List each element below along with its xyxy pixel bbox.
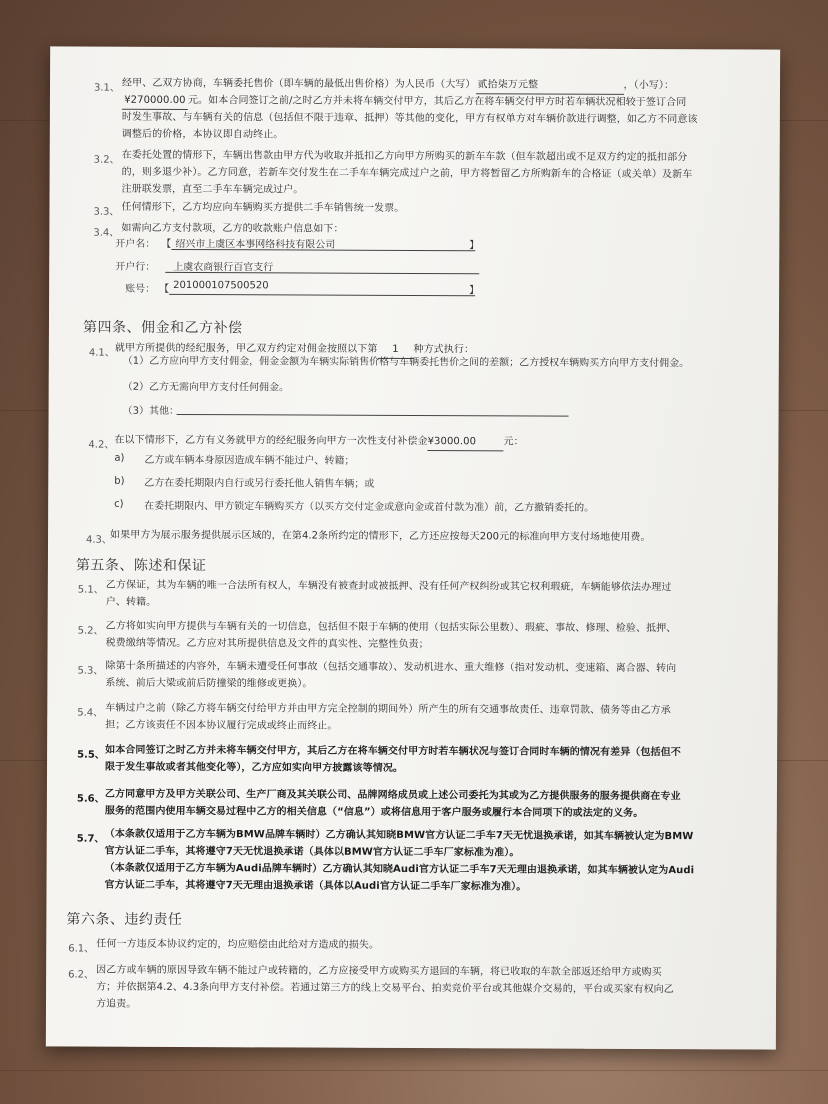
clause-4-1: 就甲方所提供的经纪服务，甲乙双方约定对佣金按照以下第 1 种方式执行： [115, 340, 474, 360]
clause-4-3: 如果甲方为展示服务提供展示区域的，在第4.2条所约定的情形下，乙方还应按每天200元的标准向甲方支付场地使用费。 [110, 529, 651, 544]
clause-5-3-line-2: 系统、前后大梁或前后防撞梁的维修或更换）。 [105, 677, 313, 690]
clause-5-2-line-1: 乙方将如实向甲方提供与车辆有关的一切信息，包括但不限于车辆的使用（包括实际公里数）、瑕疵、事故、修理、检验、抵押、 [105, 620, 677, 635]
account-holder-value: 绍兴市上虞区本事网络科技有限公司 [175, 238, 336, 251]
article-6-heading: 第六条、违约责任 [66, 911, 183, 928]
clause-number: 5.6、 [76, 793, 105, 805]
amount-in-words: 贰拾柒万元整 [475, 76, 623, 95]
bank-field [115, 255, 515, 277]
commission-option-2: （2）乙方无需向甲方支付任何佣金。 [122, 381, 290, 394]
commission-option-1: （1）乙方应向甲方支付佣金，佣金金额为车辆实际销售价格与车辆委托售价之间的差额；乙方授权车辆购买方向甲方支付佣金。 [122, 355, 690, 370]
clause-number: 3.2、 [93, 154, 120, 166]
clause-number: 5.5、 [77, 749, 105, 761]
commission-option-3: （3）其他： [122, 405, 179, 417]
clause-6-2-line-2: 方；并依据第4.2、4.3条向甲方支付补偿。若通过第三方的线上交易平台、拍卖竞价平台或其他媒介交易的，平台或买家有权向乙 [96, 981, 674, 996]
clause-number: 5.3、 [77, 665, 104, 677]
clause-5-7-line-3: （本条款仅适用于乙方车辆为Audi品牌车辆时）乙方确认其知晓Audi官方认证二手车7天无理由退换承诺，如其车辆被认定为Audi [104, 862, 695, 877]
clause-5-7-line-1: （本条款仅适用于乙方车辆为BMW品牌车辆时）乙方确认其知晓BMW官方认证二手车7天无忧退换承诺，如其车辆被认定为BMW [104, 828, 694, 843]
clause-5-6-line-2: 服务的范围内使用车辆交易过程中乙方的相关信息（“信息”）或将信息用于客户服务或履行本合同项下的或法定的义务。 [104, 805, 644, 820]
clause-3-1-line-2: ¥270000.00 元。如本合同签订之前/之时乙方并未将车辆交付甲方，其后乙方在将车辆交付甲方时若车辆状况相较于签订合同 [122, 92, 686, 112]
clause-number: 3.3、 [93, 206, 120, 218]
clause-3-4: 如需向乙方支付款项，乙方的收款账户信息如下： [121, 222, 344, 235]
bank-value: 上虞农商银行百官支行 [173, 261, 274, 274]
clause-number: 3.4、 [93, 227, 120, 239]
clause-5-3-line-1: 除第十条所描述的内容外，车辆未遭受任何事故（包括交通事故）、发动机进水、重大维修（指对发动机、变速箱、离合器、转向 [105, 660, 677, 675]
clause-number: 5.4、 [77, 707, 104, 719]
article-5-heading: 第五条、陈述和保证 [75, 557, 207, 575]
account-holder-field: 开户名： 【 绍兴市上虞区本事网络科技有限公司 】 [115, 233, 515, 255]
compensation-amount: ¥3000.00 [428, 433, 504, 451]
commission-option-choice: 1 [377, 341, 413, 359]
account-number-value: 201000107500520 [173, 279, 269, 292]
account-number-label: 账号： [125, 283, 156, 295]
amount-in-figures: ¥270000.00 [122, 92, 188, 110]
clause-5-6-line-1: 乙方同意甲方及甲方关联公司、生产厂商及其关联公司、品牌网络成员或上述公司委托为其或为乙方提供服务的服务提供商在专业 [104, 788, 681, 803]
clause-6-1: 任何一方违反本协议约定的，均应赔偿由此给对方造成的损失。 [96, 938, 380, 951]
account-holder-label: 开户名： [115, 238, 156, 250]
clause-6-2-line-1: 因乙方或车辆的原因导致车辆不能过户或转籍的，乙方应接受甲方或购买方退回的车辆，将已收取的车款全部返还给甲方或购买 [96, 964, 662, 979]
clause-number: 4.3、 [86, 534, 112, 546]
clause-number: 4.2、 [88, 439, 115, 451]
clause-5-1-line-2: 户、转籍。 [105, 596, 157, 608]
case-b-label: b) [114, 475, 125, 487]
case-a-text: 乙方或车辆本身原因造成车辆不能过户、转籍； [144, 454, 355, 467]
contract-page [46, 46, 780, 1049]
clause-5-5-line-1: 如本合同签订之时乙方并未将车辆交付甲方，其后乙方在将车辆交付甲方时若车辆状况与签订合同时车辆的情况有差异（包括但不 [105, 744, 681, 759]
clause-3-1-line-4: 调整后的价格，本协议即自动终止。 [121, 128, 284, 141]
case-b-text: 乙方在委托期限内自行或另行委托他人销售车辆；或 [144, 477, 375, 490]
bank-label: 开户行： [115, 261, 156, 273]
clause-number: 6.1、 [68, 943, 95, 955]
clause-5-1-line-1: 乙方保证，其为车辆的唯一合法所有权人，车辆没有被查封或被抵押、没有任何产权纠纷或其它权利瑕疵，车辆能够依法办理过 [105, 579, 672, 594]
clause-number: 5.2、 [77, 625, 104, 637]
case-a-label: a) [114, 452, 125, 464]
clause-number: 6.2、 [68, 969, 95, 981]
clause-4-2: 在以下情形下，乙方有义务就甲方的经纪服务向甲方一次性支付补偿金¥3000.00 元： [114, 432, 523, 452]
clause-5-4-line-1: 车辆过户之前（除乙方将车辆交付给甲方并由甲方完全控制的期间外）所产生的所有交通事故责任、违章罚款、债务等由乙方承 [105, 702, 671, 717]
clause-number: 3.1、 [93, 82, 120, 94]
clause-3-2-line-2: 的，则多退少补）。乙方同意，若新车交付发生在二手车车辆完成过户之前，甲方将暂留乙方所购新车的合格证（或关单）及新车 [121, 166, 693, 181]
clause-5-7-line-4: 官方认证二手车，其将遵守7天无理由退换承诺（具体以Audi官方认证二手车厂家标准为准）。 [104, 879, 527, 893]
clause-number: 5.7、 [76, 833, 105, 845]
clause-3-2-line-3: 注册联发票，直至二手车车辆完成过户。 [121, 183, 304, 196]
account-number-field: 账号： 【 201000107500520 】 [125, 279, 480, 297]
clause-5-5-line-2: 限于发生事故或者其他变化等），乙方应如实向甲方披露该等情况。 [105, 761, 404, 774]
clause-3-3: 任何情形下，乙方均应向车辆购买方提供二手车销售统一发票。 [121, 201, 405, 214]
case-c-label: c) [114, 498, 124, 510]
clause-3-1-line-3: 时发生事故、与车辆有关的信息（包括但不限于违章、抵押）等其他的变化，甲方有权单方对车辆价款进行调整，如乙方不同意该 [121, 111, 698, 126]
clause-3-1-line-1: 经甲、乙双方协商，车辆委托售价（即车辆的最低出售价格）为人民币（大写） 贰拾柒万元整 ，（小写）： [122, 75, 674, 95]
clause-5-2-line-2: 税费缴纳等情况。乙方应对其所提供信息及文件的真实性、完整性负责； [105, 637, 429, 651]
clause-5-4-line-2: 担；乙方该责任不因本协议履行完成或终止而终止。 [105, 719, 338, 732]
clause-number: 5.1、 [77, 584, 104, 596]
clause-3-2-line-1: 在委托处置的情形下，车辆出售款由甲方代为收取并抵扣乙方向甲方所购买的新车车款（但车款超出或不足双方约定的抵扣部分 [121, 149, 688, 164]
case-c-text: 在委托期限内、甲方锁定车辆购买方（以买方交付定金或意向金或首付款为准）前，乙方撤销委托的。 [144, 500, 595, 514]
article-4-heading: 第四条、佣金和乙方补偿 [82, 319, 243, 337]
clause-5-7-line-2: 官方认证二手车，其将遵守7天无忧退换承诺（具体以BMW官方认证二手车厂家标准为准）。 [104, 845, 520, 859]
other-option-blank-line [177, 414, 569, 417]
clause-6-2-line-3: 方追责。 [95, 998, 137, 1010]
clause-number: 4.1、 [88, 347, 115, 359]
